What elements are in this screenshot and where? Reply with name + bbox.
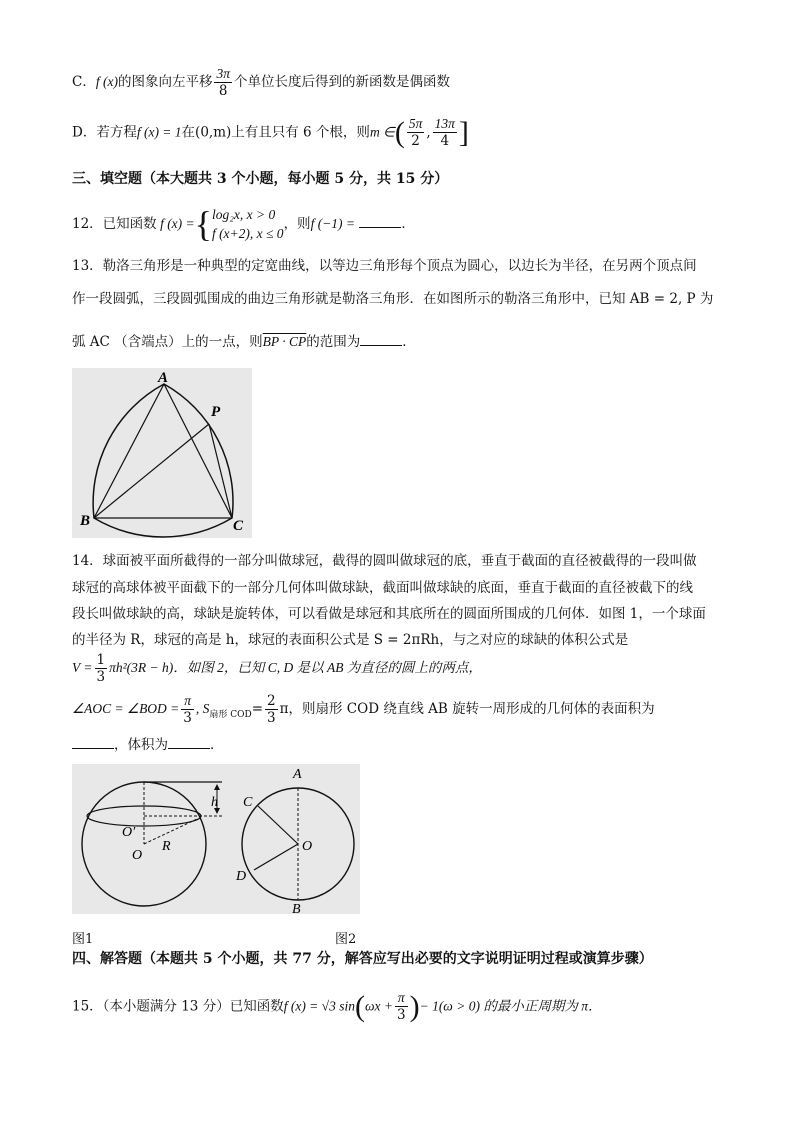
formula: ∠AOC = ∠BOD = (72, 701, 180, 717)
reuleaux-figure (72, 368, 252, 538)
option-text: 的图象向左平移 (117, 74, 213, 91)
set-membership: m ∈ (369, 124, 395, 140)
answer-blank-area[interactable] (72, 736, 114, 749)
q13-line-2: 作一段圆弧，三段圆弧围成的曲边三角形就是勒洛三角形．在如图所示的勒洛三角形中，已知 AB = 2, P 为 (72, 291, 714, 307)
label-a: A (158, 370, 169, 386)
label-o: O (302, 839, 313, 854)
interval: (0,m) (195, 124, 232, 141)
fraction: $\frac{3\pi}{8}$ (216, 66, 230, 100)
answer-blank[interactable] (359, 215, 401, 228)
label-p: P (211, 404, 221, 420)
label-d: D (236, 869, 247, 884)
question-text: − 1(ω > 0) 的最小正周期为 π． (419, 998, 602, 1014)
caption-figure-1: 图1 (72, 932, 94, 947)
fraction: $\frac{1}{3}$ (96, 652, 106, 686)
case-2: f (x+2), x ≤ 0 (211, 225, 284, 241)
caption-figure-2: 图2 (335, 932, 357, 947)
answer-blank-volume[interactable] (168, 736, 210, 749)
option-text: 个单位长度后得到的新函数是偶函数 (233, 74, 450, 91)
option-label: D．若方程 (72, 124, 137, 141)
formula: ωx + (364, 998, 393, 1014)
option-text: 上有且只有 6 个根，则 (231, 124, 370, 141)
segment-cp (209, 424, 232, 518)
question-text: ，则 (283, 216, 311, 232)
side-ac (164, 384, 232, 518)
label-h: h (211, 795, 218, 810)
option-text: 在 (181, 124, 196, 141)
label-b: B (80, 513, 91, 529)
equation: f (x) = 1 (136, 124, 182, 140)
case-1: log₂x, x > 0 (211, 207, 276, 223)
punct: ． (210, 737, 224, 753)
side-ab (94, 384, 164, 518)
q14-line-3: 段长叫做球缺的高，球缺是旋转体，可以看做是球冠和其底所在的圆面所围成的几何体．如图 1，一个球面 (72, 606, 706, 622)
label-b: B (292, 902, 301, 914)
h-arrow-top (214, 784, 220, 790)
fx-expr: f (x) = (156, 216, 195, 231)
question-text: 弧 AC （含端点）上的一点，则 (72, 334, 263, 350)
section-heading-3: 三、填空题（本大题共 3 个小题，每小题 5 分，共 15 分） (72, 171, 449, 187)
label-c: C (233, 518, 244, 534)
label-o-prime: O′ (122, 825, 136, 840)
fraction: $\frac{5\pi}{2}$ (408, 116, 423, 150)
section-heading-4: 四、解答题（本题共 5 个小题，共 77 分，解答应写出必要的文字说明证明过程或演算步骤） (72, 951, 653, 967)
fraction: $\frac{13\pi}{4}$ (434, 116, 455, 150)
question-text: 15．（本小题满分 13 分）已知函数 (72, 998, 284, 1015)
formula: = (251, 701, 264, 718)
option-c (72, 66, 724, 99)
label-o: O (132, 848, 143, 863)
option-label: C． (72, 74, 96, 91)
expression: f (−1) = (310, 216, 356, 231)
fx-expr: f (x) (95, 74, 118, 90)
sphere-figures (72, 764, 360, 914)
question-text: 的范围为 (306, 334, 361, 350)
subscript: 扇形 COD (209, 709, 252, 720)
fraction: $\frac{\pi}{3}$ (183, 693, 192, 727)
reuleaux-diagram (72, 368, 252, 538)
q14-line-6 (72, 693, 724, 726)
q14-line-5 (72, 652, 724, 685)
q14-line-7 (72, 736, 724, 754)
sphere-diagrams (72, 764, 360, 914)
fraction: $\frac{\pi}{3}$ (396, 990, 406, 1024)
q14-line-1: 14．球面被平面所截得的一部分叫做球冠，截得的圆叫做球冠的底，垂直于截面的直径被截得的一段叫做 (72, 553, 697, 569)
q14-line-2: 球冠的高球体被平面截下的一部分几何体叫做球缺，截面叫做球缺的底面，垂直于截面的直径被截下的线 (72, 580, 693, 596)
formula: , S (195, 701, 210, 717)
formula: f (x) = √3 sin (283, 998, 355, 1014)
radius-od (254, 844, 298, 870)
formula: πh²(3R − h)．如图 2，已知 C, D 是以 AB 为直径的圆上的两点， (109, 660, 482, 676)
label-c: C (243, 795, 253, 810)
piecewise (212, 206, 284, 242)
question-text: 12．已知函数 (72, 216, 157, 232)
label-r: R (162, 839, 171, 854)
question-text: ，体积为 (114, 737, 168, 753)
option-d: D．若方程f (x) = 1在(0,m)上有且只有 6 个根，则m ∈( $\frac{5\pi}{2}$ , $\frac{13\pi}{4}$ ] (72, 116, 469, 150)
formula: V = (72, 660, 93, 676)
radius-oc (258, 806, 298, 844)
segment-bp (94, 424, 209, 518)
q13-line-1: 13．勒洛三角形是一种典型的定宽曲线，以等边三角形每个顶点为圆心，以边长为半径，在另两个顶点间 (72, 258, 697, 274)
answer-blank[interactable] (360, 333, 402, 346)
question-15: 15．（本小题满分 13 分）已知函数f (x) = √3 sin(ωx + $\frac{\pi}{3}$ )− 1(ω > 0) 的最小正周期为 π． (72, 990, 602, 1024)
question-text: π，则扇形 COD 绕直线 AB 旋转一周形成的几何体的表面积为 (279, 701, 655, 718)
question-12: 12．已知函数 f (x) ={log₂x, x > 0 f (x+2), x ≤ 0，则f (−1) = ． (72, 204, 415, 244)
fraction: $\frac{2}{3}$ (267, 693, 276, 727)
dot-product: BP · CP (262, 334, 307, 349)
q14-line-4: 的半径为 R，球冠的高是 h，球冠的表面积公式是 S = 2πRh，与之对应的球缺的体积公式是 (72, 632, 629, 648)
q13-line-3: 弧 AC （含端点）上的一点，则BP · CP的范围为 ． (72, 334, 416, 350)
label-a: A (293, 767, 302, 782)
